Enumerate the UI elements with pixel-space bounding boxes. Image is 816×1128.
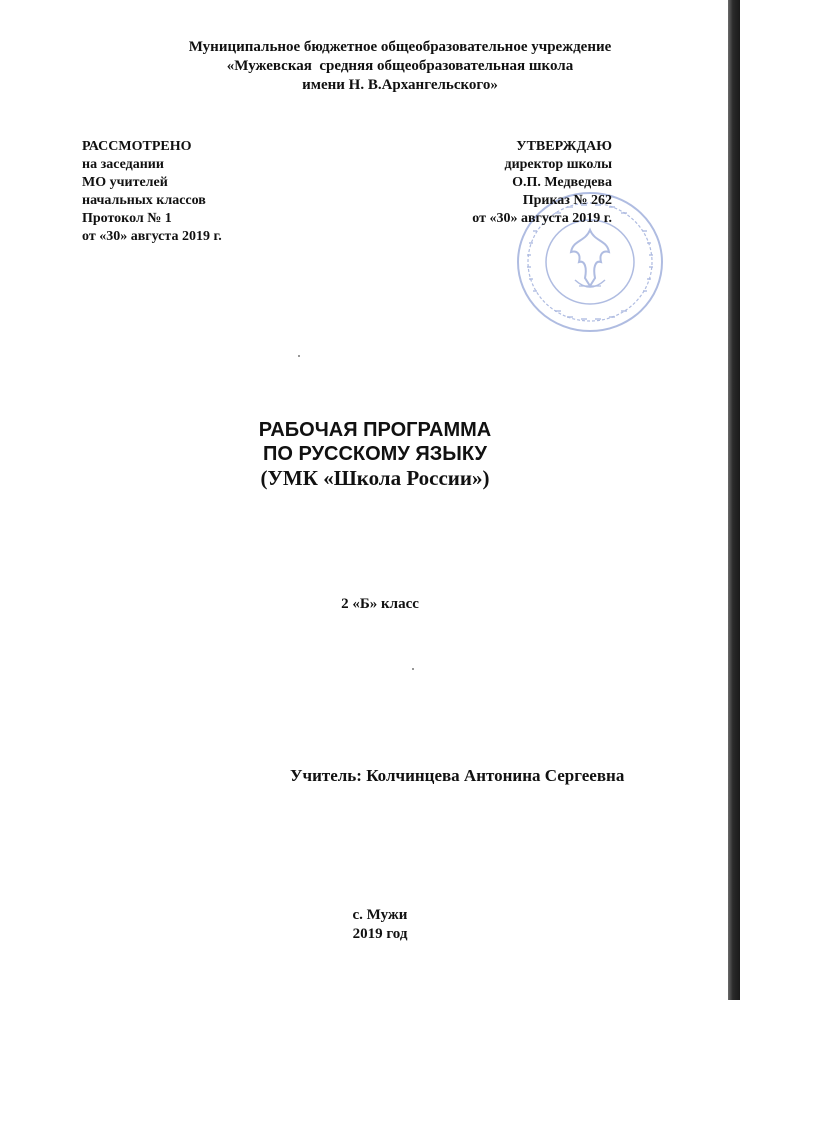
- organization-header: [80, 38, 720, 95]
- approved-line-1: директор школы: [504, 157, 612, 172]
- reviewed-block: [82, 138, 222, 246]
- reviewed-line-5: от «30» августа 2019 г.: [82, 229, 222, 244]
- class-label: 2 «Б» класс: [341, 596, 419, 612]
- reviewed-line-1: на заседании: [82, 157, 164, 172]
- approved-block: [472, 138, 612, 228]
- program-title-line-2: ПО РУССКОМУ ЯЗЫКУ: [263, 443, 487, 465]
- reviewed-line-4: Протокол № 1: [82, 211, 172, 226]
- program-title: [160, 418, 590, 490]
- year-label: 2019 год: [352, 926, 408, 942]
- approved-line-3: Приказ № 262: [522, 193, 612, 208]
- teacher-name: Учитель: Колчинцева Антонина Сергеевна: [290, 766, 625, 785]
- scan-speck: [412, 668, 414, 670]
- reviewed-line-2: МО учителей: [82, 175, 168, 190]
- program-title-line-3: (УМК «Школа России»): [260, 466, 490, 490]
- reviewed-line-3: начальных классов: [82, 193, 206, 208]
- scan-page-edge: [728, 0, 740, 1000]
- org-header-line-1: Муниципальное бюджетное общеобразовательное учреждение: [188, 39, 612, 55]
- org-header-line-3: имени Н. В.Архангельского»: [302, 77, 498, 93]
- place-and-year: [300, 906, 460, 944]
- approved-line-2: О.П. Медведева: [512, 175, 612, 190]
- reviewed-title: РАССМОТРЕНО: [82, 139, 192, 154]
- org-header-line-2: «Мужевская средняя общеобразовательная школа: [226, 58, 574, 74]
- blank-margin: [0, 1000, 816, 1128]
- program-title-line-1: РАБОЧАЯ ПРОГРАММА: [258, 419, 492, 441]
- approved-line-4: от «30» августа 2019 г.: [472, 211, 612, 226]
- scan-speck: [298, 355, 300, 357]
- approved-title: УТВЕРЖДАЮ: [516, 139, 612, 154]
- place-label: с. Мужи: [352, 907, 408, 923]
